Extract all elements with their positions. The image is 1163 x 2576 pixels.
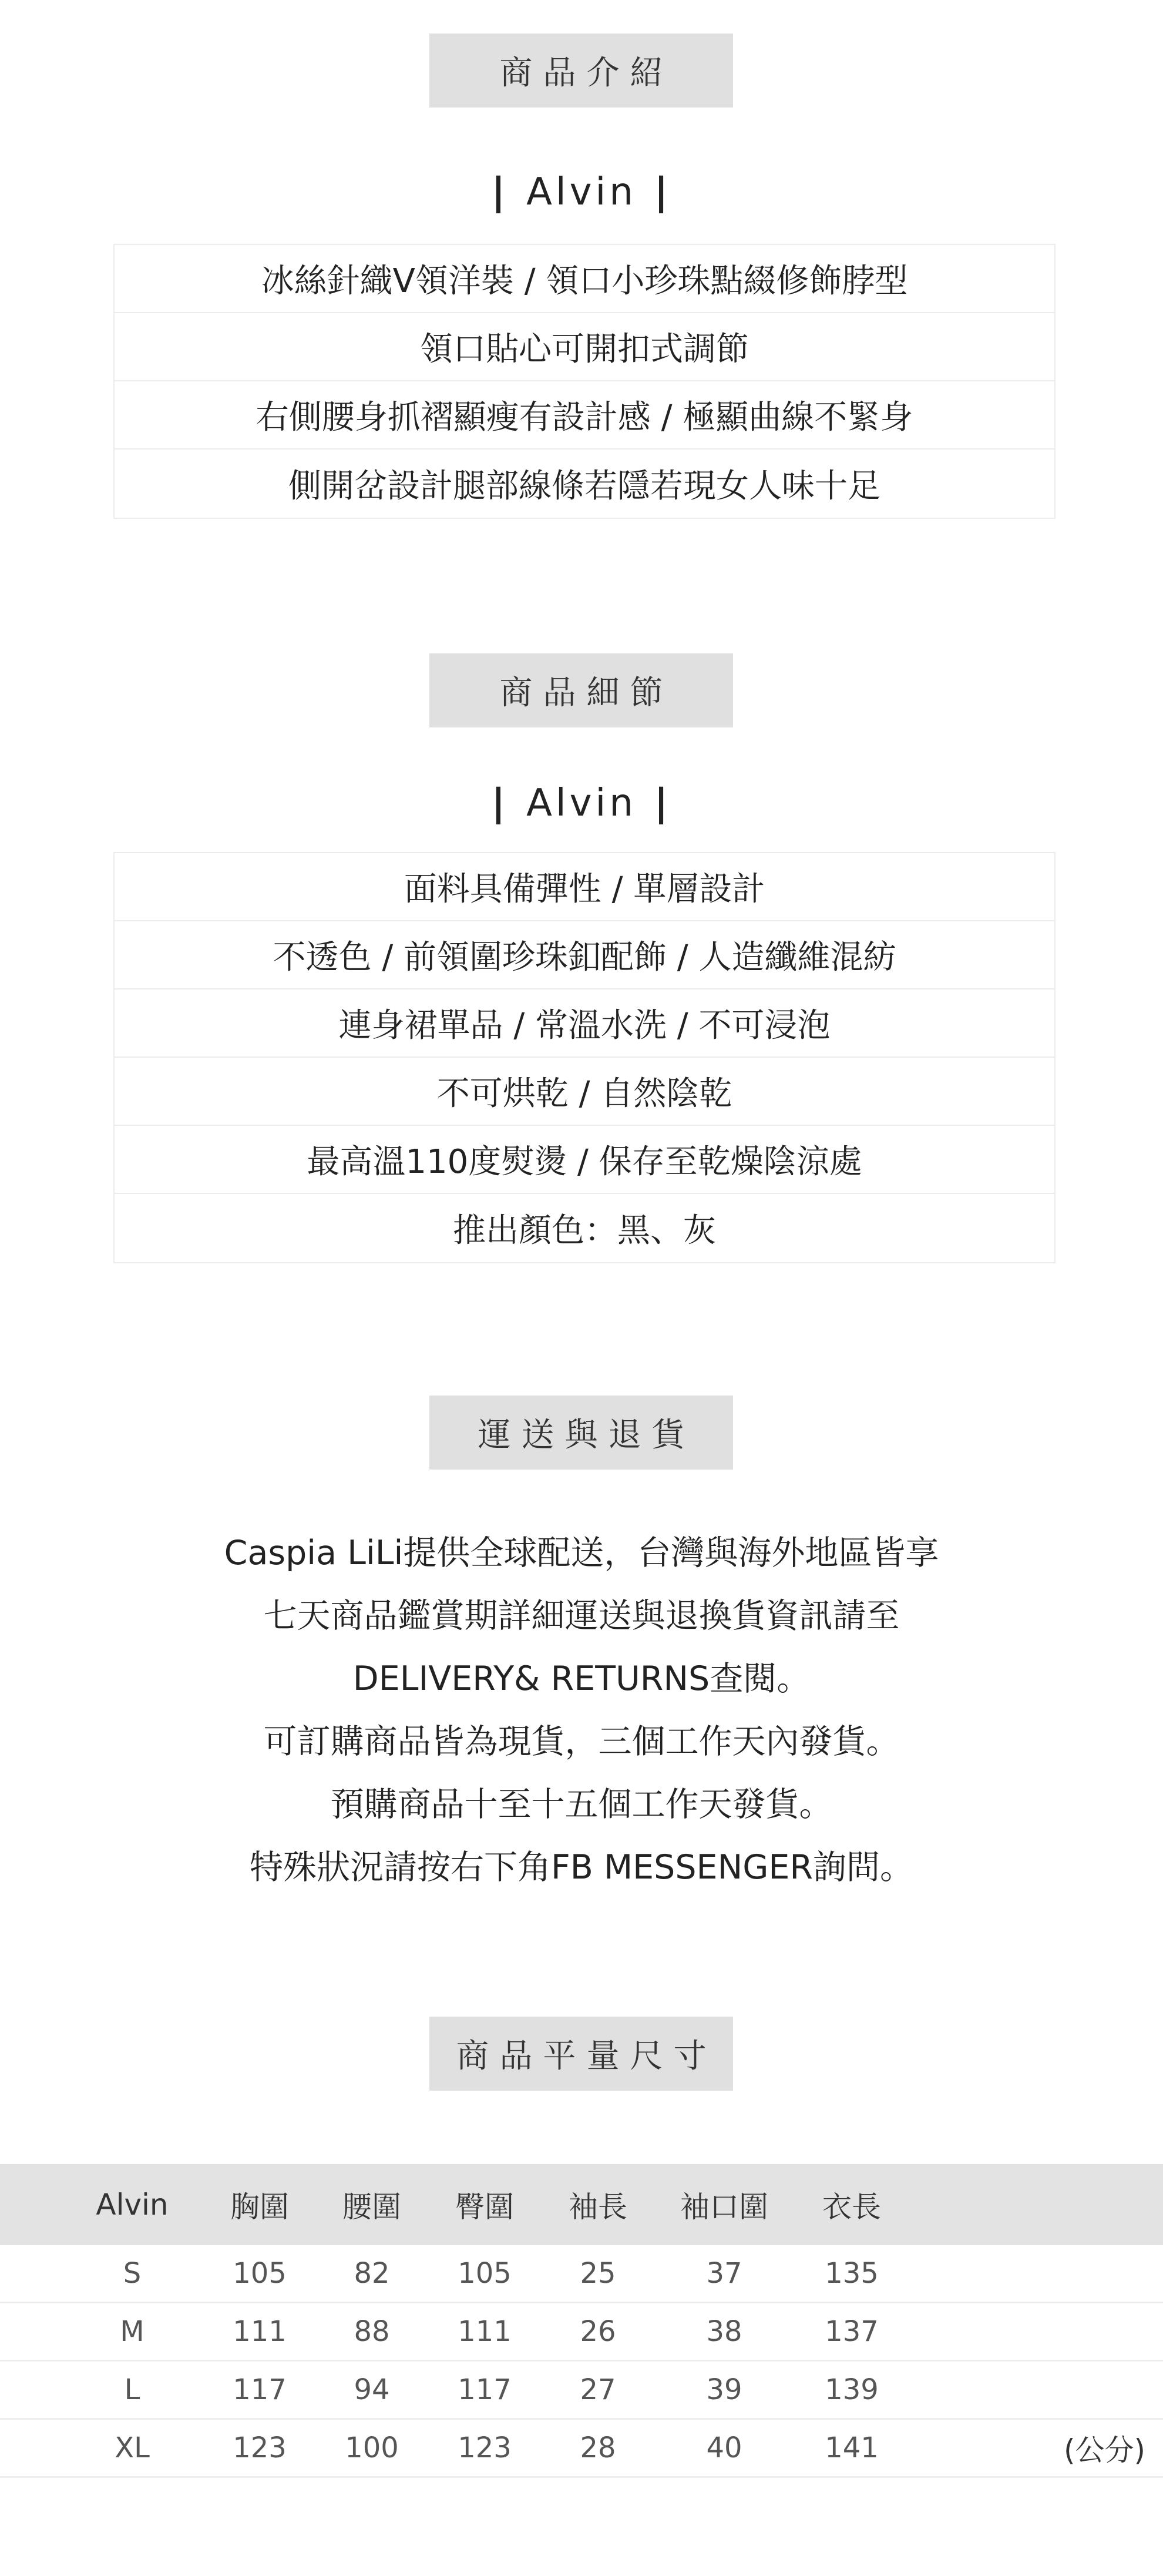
details-section-title: 商品細節 bbox=[429, 653, 733, 727]
intro-section-title: 商品介紹 bbox=[429, 33, 733, 108]
list-item: 面料具備彈性 / 單層設計 bbox=[115, 853, 1054, 921]
size-label: XL bbox=[115, 2431, 150, 2464]
shipping-line: 預購商品十至十五個工作天發貨。 bbox=[330, 1785, 833, 1824]
table-cell: 27 bbox=[580, 2373, 616, 2406]
table-cell: 135 bbox=[825, 2257, 879, 2290]
table-cell: 40 bbox=[706, 2431, 742, 2464]
header-cell-hip: 臀圍 bbox=[455, 2190, 514, 2224]
table-cell: 123 bbox=[233, 2431, 287, 2464]
table-cell: 25 bbox=[580, 2257, 616, 2290]
shipping-line: 七天商品鑑賞期詳細運送與退換貨資訊請至 bbox=[263, 1596, 900, 1635]
list-item: 不可烘乾 / 自然陰乾 bbox=[115, 1058, 1054, 1126]
size-section-title: 商品平量尺寸 bbox=[429, 2017, 733, 2091]
shipping-line: 可訂購商品皆為現貨，三個工作天內發貨。 bbox=[263, 1722, 900, 1761]
details-spec-list bbox=[113, 852, 1056, 1263]
list-item: 冰絲針織V領洋裝 / 領口小珍珠點綴修飾脖型 bbox=[115, 245, 1054, 313]
table-cell: 82 bbox=[354, 2257, 390, 2290]
size-label: L bbox=[124, 2373, 140, 2406]
table-cell: 37 bbox=[706, 2257, 742, 2290]
table-cell: 141 bbox=[825, 2431, 879, 2464]
table-row bbox=[0, 2303, 1163, 2362]
shipping-section-title: 運送與退貨 bbox=[429, 1396, 733, 1470]
divider-bar-right: | bbox=[654, 781, 672, 825]
table-cell: 100 bbox=[345, 2431, 399, 2464]
table-cell: 139 bbox=[825, 2373, 879, 2406]
size-label: S bbox=[123, 2257, 142, 2290]
table-cell: 111 bbox=[458, 2315, 512, 2348]
divider-bar-left: | bbox=[491, 781, 509, 825]
divider-bar-left: | bbox=[491, 170, 509, 214]
list-item: 最高溫110度熨燙 / 保存至乾燥陰涼處 bbox=[115, 1126, 1054, 1194]
header-cell-length: 衣長 bbox=[822, 2190, 881, 2224]
table-cell: 111 bbox=[233, 2315, 287, 2348]
unit-label: (公分) bbox=[1063, 2433, 1145, 2467]
table-cell: 117 bbox=[233, 2373, 287, 2406]
size-table-header bbox=[0, 2164, 1163, 2245]
details-subtitle: | Alvin | bbox=[0, 781, 1163, 825]
table-cell: 105 bbox=[458, 2257, 512, 2290]
table-row bbox=[0, 2420, 1163, 2478]
table-cell: 105 bbox=[233, 2257, 287, 2290]
shipping-info bbox=[0, 1522, 1163, 1899]
table-row bbox=[0, 2245, 1163, 2303]
list-item: 側開岔設計腿部線條若隱若現女人味十足 bbox=[288, 467, 880, 505]
table-cell: 117 bbox=[458, 2373, 512, 2406]
table-cell: 88 bbox=[354, 2315, 390, 2348]
size-label: M bbox=[120, 2315, 144, 2348]
intro-subtitle: | Alvin | bbox=[0, 170, 1163, 214]
table-row bbox=[0, 2362, 1163, 2420]
shipping-line: DELIVERY& RETURNS查閱。 bbox=[352, 1659, 811, 1698]
list-item: 連身裙單品 / 常溫水洗 / 不可浸泡 bbox=[115, 990, 1054, 1058]
size-table bbox=[0, 2164, 1163, 2478]
table-cell: 38 bbox=[706, 2315, 742, 2348]
table-cell: 39 bbox=[706, 2373, 742, 2406]
intro-feature-list bbox=[113, 244, 1056, 519]
shipping-line: Caspia LiLi提供全球配送，台灣與海外地區皆享 bbox=[224, 1534, 939, 1572]
table-cell: 26 bbox=[580, 2315, 616, 2348]
table-cell: 123 bbox=[458, 2431, 512, 2464]
header-cell-cuff: 袖口圍 bbox=[680, 2190, 768, 2224]
table-cell: 137 bbox=[825, 2315, 879, 2348]
shipping-line: 特殊狀況請按右下角FB MESSENGER詢問。 bbox=[249, 1848, 913, 1887]
list-item: 不透色 / 前領圍珍珠釦配飾 / 人造纖維混紡 bbox=[115, 921, 1054, 990]
header-cell-style: Alvin bbox=[96, 2188, 169, 2222]
list-item: 領口貼心可開扣式調節 bbox=[115, 313, 1054, 381]
list-item: 右側腰身抓褶顯瘦有設計感 / 極顯曲線不緊身 bbox=[115, 381, 1054, 450]
header-cell-sleeve-length: 袖長 bbox=[569, 2190, 627, 2224]
header-cell-chest: 胸圍 bbox=[230, 2190, 289, 2224]
divider-bar-right: | bbox=[654, 170, 672, 214]
header-cell-waist: 腰圍 bbox=[342, 2190, 401, 2224]
list-item: 推出顏色：黑、灰 bbox=[453, 1212, 716, 1250]
table-cell: 28 bbox=[580, 2431, 616, 2464]
table-cell: 94 bbox=[354, 2373, 390, 2406]
